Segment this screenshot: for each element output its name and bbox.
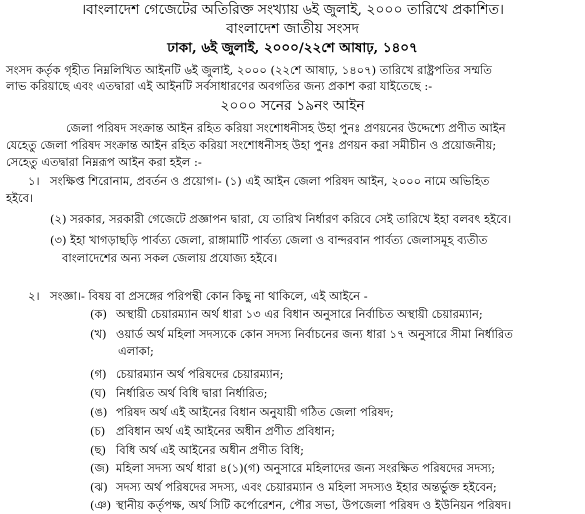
definition-item [90, 366, 283, 382]
definition-text: মহিলা সদস্য অর্থ ধারা ৪(১)(গ) অনুসারে মহিলাদের জন্য সংরক্ষিত পরিষদের সদস্য; [116, 461, 496, 475]
definition-text: বিধি অর্থ এই আইনের অধীন প্রণীত বিধি; [116, 443, 305, 457]
section-2-intro: সংজ্ঞা।- বিষয় বা প্রসঙ্গের পরিপন্থী কোন কিছু না থাকিলে, এই আইনে - [50, 289, 368, 303]
section-2-heading [28, 288, 368, 304]
act-title: ২০০০ সনের ১৯নং আইন [220, 98, 365, 114]
definition-item [90, 460, 495, 476]
definition-item [90, 326, 513, 342]
whereas-line-2: সেহেতু এতদ্বারা নিম্নরূপ আইন করা হইল :- [6, 155, 202, 169]
definition-item [90, 479, 497, 495]
definition-item [90, 423, 335, 439]
definition-continuation: এলাকা; [118, 344, 154, 358]
definition-text: সদস্য অর্থ পরিষদের সদস্য, এবং চেয়ারম্যান ও মহিলা সদস্যও ইহার অন্তর্ভুক্ত হইবেন; [116, 480, 497, 494]
definition-item [90, 385, 268, 401]
definition-mark: (ছ) [90, 443, 106, 457]
definition-mark: (খ) [90, 327, 107, 341]
definition-text: চেয়ারম্যান অর্থ পরিষদের চেয়ারম্যান; [116, 367, 284, 381]
definition-item [90, 497, 511, 513]
section-2-number: ২। [28, 289, 40, 303]
preamble-line-1: সংসদ কর্তৃক গৃহীত নিম্নলিখিত আইনটি ৬ই জুলাই, ২০০০ (২২শে আষাঢ়, ১৪০৭) তারিখে রাষ্ট্রপতির সম্মতি [6, 63, 492, 77]
definition-text: অস্থায়ী চেয়ারম্যান অর্থ ধারা ১৩ এর বিধান অনুসারে নির্বাচিত অস্থায়ী চেয়ারম্যান; [116, 307, 483, 321]
section-1-heading [28, 173, 489, 189]
definition-mark: (ঙ) [90, 405, 108, 419]
dateline: ঢাকা, ৬ই জুলাই, ২০০০/২২শে আষাঢ়, ১৪০৭ [167, 40, 418, 56]
gazette-publication-line: ।বাংলাদেশ গেজেটের অতিরিক্ত সংখ্যায় ৬ই জুলাই, ২০০০ তারিখে প্রকাশিত। [81, 2, 504, 18]
section-1-clause-3-line-1: (৩) ইহা খাগড়াছড়ি পার্বত্য জেলা, রাঙ্গামাটি পার্বত্য জেলা ও বান্দরবান পার্বত্য জেলাসমূহ ব্যতীত [50, 233, 488, 247]
definition-text: ওয়ার্ড অর্থ মহিলা সদস্যকে কোন সদস্য নির্বাচনের জন্য ধারা ১৭ অনুসারে সীমা নির্ধারিত [116, 327, 513, 341]
definition-mark: (ক) [90, 307, 108, 321]
definition-item [90, 306, 483, 322]
section-1-text: সংক্ষিপ্ত শিরোনাম, প্রবর্তন ও প্রয়োগ।- (১) এই আইন জেলা পরিষদ আইন, ২০০০ নামে অভিহিত [50, 174, 490, 188]
section-1-number: ১। [28, 174, 40, 188]
definition-text: প্রবিধান অর্থ এই আইনের অধীন প্রণীত প্রবিধান; [116, 424, 336, 438]
definition-mark: (ঞ) [90, 498, 112, 512]
definition-item [90, 404, 394, 420]
section-1-line-2: হইবে। [6, 191, 34, 205]
section-1-clause-3-line-2: বাংলাদেশের অন্য সকল জেলায় প্রযোজ্য হইবে। [62, 251, 278, 265]
definition-mark: (ঝ) [90, 480, 108, 494]
act-purpose: জেলা পরিষদ সংক্রান্ত আইন রহিত করিয়া সংশোধনীসহ উহা পুনঃ প্রণয়নের উদ্দেশ্যে প্রণীত আইন [66, 121, 506, 135]
preamble-line-2: লাভ করিয়াছে এবং এতদ্বারা এই আইনটি সর্বসাধারণের অবগতির জন্য প্রকাশ করা যাইতেছে :- [6, 79, 433, 93]
definition-text: পরিষদ অর্থ এই আইনের বিধান অনুযায়ী গঠিত জেলা পরিষদ; [116, 405, 394, 419]
definition-mark: (গ) [90, 367, 107, 381]
definition-text: স্থানীয় কর্তৃপক্ষ, অর্থ সিটি কর্পোরেশন, পৌর সভা, উপজেলা পরিষদ ও ইউনিয়ন পরিষদ। [116, 498, 512, 512]
definition-mark: (ঘ) [90, 386, 107, 400]
definition-mark: (চ) [90, 424, 106, 438]
definition-item [90, 442, 304, 458]
definition-mark: (জ) [90, 461, 110, 475]
section-1-clause-2: (২) সরকার, সরকারী গেজেটে প্রজ্ঞাপন দ্বারা, যে তারিখ নির্ধারণ করিবে সেই তারিখে ইহা বলবৎ হইবে। [50, 212, 512, 226]
definition-text: নির্ধারিত অর্থ বিধি দ্বারা নির্ধারিত; [116, 386, 268, 400]
parliament-heading: বাংলাদেশ জাতীয় সংসদ [226, 21, 359, 37]
whereas-line-1: যেহেতু জেলা পরিষদ সংক্রান্ত আইন রহিত করিয়া সংশোধনীসহ উহা পুনঃ প্রণয়ন করা সমীচীন ও প্রয়োজনীয়; [6, 138, 497, 152]
